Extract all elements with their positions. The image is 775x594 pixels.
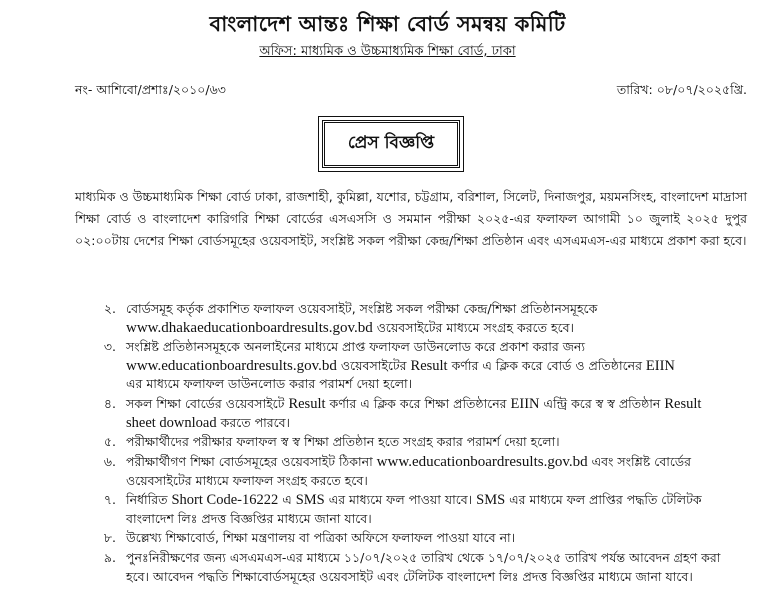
short-code: Short Code-16222 — [171, 492, 279, 508]
item-text: EIIN — [510, 396, 540, 412]
item-text: করতে পারবে। — [216, 414, 291, 430]
office-subtitle-text: অফিস: মাধ্যমিক ও উচ্চমাধ্যমিক শিক্ষা বোর্ড, ঢাকা — [259, 44, 516, 59]
item-text: ওয়েবসাইটের — [336, 357, 411, 373]
item-body — [126, 300, 760, 337]
item-text: কর্ণার এ ক্লিক করে শিক্ষা প্রতিষ্ঠানের — [325, 396, 511, 411]
item-text: সকল শিক্ষা বোর্ডের ওয়েবসাইটে — [126, 396, 289, 411]
item-line: সংশ্লিষ্ট প্রতিষ্ঠানসমূহকে অনলাইনের মাধ্যমে প্রাপ্ত ফলাফল ডাউনলোড করে প্রকাশ করার জন্য — [126, 339, 585, 354]
committee-title: বাংলাদেশ আন্তঃ শিক্ষা বোর্ড সমন্বয় কমিটি — [209, 12, 566, 36]
item-number: ৮. — [103, 530, 116, 545]
item-body — [126, 395, 760, 432]
education-results-link[interactable]: www.educationboardresults.gov.bd — [126, 357, 337, 374]
item-text: এবং সংশ্লিষ্ট বোর্ডের — [587, 454, 691, 469]
item-body — [126, 491, 760, 528]
dhaka-results-link[interactable]: www.dhakaeducationboardresults.gov.bd — [126, 319, 373, 336]
item-text: Result — [664, 396, 702, 412]
press-release-heading: প্রেস বিজ্ঞপ্তি — [322, 120, 460, 168]
item-text: পরীক্ষার্থীগণ শিক্ষা বোর্ডসমূহের ওয়েবসাইট ঠিকানা — [126, 454, 377, 469]
reference-number: নং- আশিবো/প্রশাঃ/২০১০/৬৩ — [75, 82, 226, 97]
item-line: পুনঃনিরীক্ষণের জন্য এসএমএস-এর মাধ্যমে ১১/০৭/২০২৫ তারিখ থেকে ১৭/০৭/২০২৫ তারিখ পর্যন্ত আবেদন গ্রহণ করা — [126, 550, 721, 565]
item-text: এ — [278, 492, 296, 507]
item-line: বাংলাদেশ লিঃ প্রদত্ত বিজ্ঞপ্তির মাধ্যমে জানা যাবে। — [126, 510, 372, 526]
item-text: Result — [410, 357, 448, 374]
item-text: ওয়েবসাইটের মাধ্যমে সংগ্রহ করতে হবে। — [372, 319, 575, 335]
intro-paragraph: মাধ্যমিক ও উচ্চমাধ্যমিক শিক্ষা বোর্ড ঢাকা, রাজশাহী, কুমিল্লা, যশোর, চট্টগ্রাম, বরিশাল, সিলেট, দিনাজপুর, ময়মনসিংহ, বাংলাদেশ মাদ্রাসা শিক্ষা বোর্ড ও বাংলাদেশ কারিগরি শিক্ষা বোর্ডের এসএসসি ও সমমান পরীক্ষা ২০২৫-এর ফলাফল আগামী ১০ জুলাই ২০২৫ দুপুর ০২:০০টায় দেশের শিক্ষা বোর্ডসমূহের ওয়েবসাইট, সংশ্লিষ্ট সকল পরীক্ষা কেন্দ্র/শিক্ষা প্রতিষ্ঠান এবং এসএমএস-এর মাধ্যমে প্রকাশ করা হবে। — [75, 189, 747, 248]
item-text: EIIN — [645, 357, 675, 374]
item-text: কর্ণার এ ক্লিক করে বোর্ড ও প্রতিষ্ঠানের — [447, 357, 646, 373]
item-body: পরীক্ষার্থীদের পরীক্ষার ফলাফল স্ব স্ব শিক্ষা প্রতিষ্ঠান হতে সংগ্রহ করার পরামর্শ দেয়া হলো। — [126, 434, 560, 449]
item-body — [126, 549, 760, 586]
item-body — [126, 453, 760, 490]
education-results-link[interactable]: www.educationboardresults.gov.bd — [376, 454, 588, 470]
item-line: বোর্ডসমূহ কর্তৃক প্রকাশিত ফলাফল ওয়েবসাইট, সংশ্লিষ্ট সকল পরীক্ষা কেন্দ্র/শিক্ষা প্রতিষ্ঠানসমূহকে — [126, 301, 598, 316]
item-number: ২. — [103, 301, 116, 316]
item-number: ৬. — [103, 454, 116, 469]
document-date: তারিখ: ০৮/০৭/২০২৫খ্রি. — [616, 82, 747, 97]
item-line: ওয়েবসাইটের মাধ্যমে ফলাফল সংগ্রহ করতে হবে। — [126, 472, 368, 488]
item-line — [126, 414, 760, 433]
office-subtitle — [0, 42, 775, 63]
item-number: ৪. — [103, 396, 116, 411]
item-line — [126, 319, 760, 338]
item-number: ৩. — [103, 339, 116, 354]
item-line — [126, 357, 760, 376]
item-text: এন্ট্রি করে স্ব স্ব প্রতিষ্ঠান — [539, 396, 665, 411]
item-line — [126, 453, 760, 472]
item-number: ৫. — [103, 434, 116, 449]
item-body: উল্লেখ্য শিক্ষাবোর্ড, শিক্ষা মন্ত্রণালয় বা পত্রিকা অফিসে ফলাফল পাওয়া যাবে না। — [126, 530, 516, 545]
item-text: SMS — [476, 492, 506, 508]
item-line — [126, 491, 760, 510]
item-body — [126, 338, 760, 394]
item-text: SMS — [295, 492, 325, 508]
item-line: এর মাধ্যমে ফলাফল ডাউনলোড করার পরামর্শ দেয়া হলো। — [126, 376, 413, 392]
item-text: sheet download — [126, 414, 217, 431]
item-text: Result — [288, 396, 326, 412]
item-line — [126, 395, 760, 414]
item-text: এর মাধ্যমে ফল প্রাপ্তির পদ্ধতি টেলিটক — [505, 492, 702, 507]
item-text: এর মাধ্যমে ফল পাওয়া যাবে। — [324, 492, 477, 507]
item-line: হবে। আবেদন পদ্ধতি শিক্ষাবোর্ডসমূহের ওয়েবসাইট এবং টেলিটক বাংলাদেশ লিঃ প্রদত্ত বিজ্ঞপ্তির মাধ্যমে জানা যাবে। — [126, 568, 693, 584]
item-number: ৯. — [103, 550, 116, 565]
item-text: নির্ধারিত — [126, 492, 172, 507]
item-number: ৭. — [103, 492, 116, 507]
